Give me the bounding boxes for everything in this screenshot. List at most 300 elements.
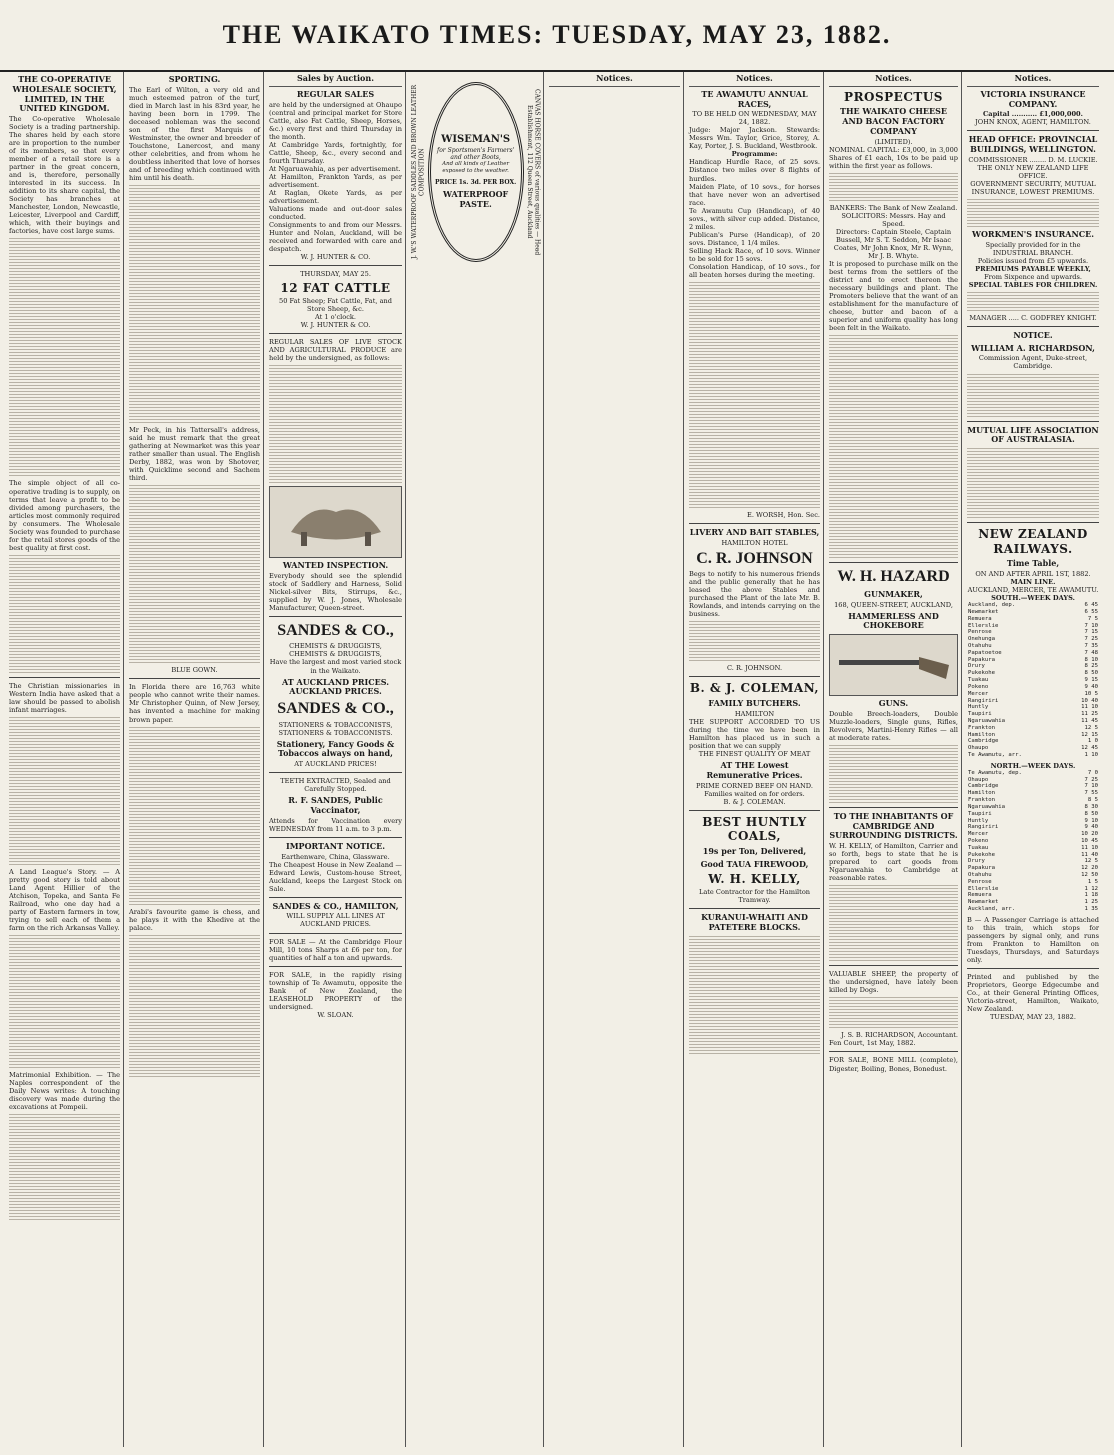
ad-text: SOLICITORS: Messrs. Hay and Speed. [841, 211, 946, 228]
south-row [967, 711, 1099, 718]
ad-title: TO THE INHABITANTS OF CAMBRIDGE AND SURROUNDING DISTRICTS. [829, 810, 958, 841]
timetable-heading: NORTH.—WEEK DAYS. [990, 761, 1076, 770]
ad-text: Directors: Captain Steele, Captain Bussell, Mr S. T. Seddon, Mr Isaac Coates, Mr John Knox, Mr R. Wynn, Mr J. B. Whyte. [833, 227, 954, 260]
north-row [967, 906, 1099, 913]
article-text: The Earl of Wilton, a very old and much esteemed patron of the turf, died in March last in his 83rd year, he having been born in 1799. The deceased nobleman was the second son of the first Marquis of Westminster, the owner and breeder of Touchstone, Lanercost, and many other celebrities, and from whom he doubtless inherited that love of horses and of breeding which continued with him until his death. [129, 85, 260, 183]
ad-text: SPECIAL TABLES FOR CHILDREN. [968, 280, 1098, 289]
text-block [129, 485, 260, 663]
station-name: Huntly [968, 817, 989, 824]
ad-text: BANKERS: The Bank of New Zealand. [829, 203, 958, 212]
ad-title: VICTORIA INSURANCE COMPANY. [980, 88, 1086, 109]
ad-text: Stationery, Fancy Goods & Tobaccos always on hand, [276, 738, 395, 759]
station-name: Otahuhu [968, 643, 992, 649]
departure-time: 11 25 [1081, 711, 1098, 718]
ad-text: 168, QUEEN-STREET, AUCKLAND, [834, 600, 953, 609]
divider [689, 676, 820, 677]
station-name: Papatoetoe [968, 649, 1002, 656]
ad-text: ON AND AFTER APRIL 1ST, 1882. [975, 570, 1091, 578]
station-name: Mercer [968, 690, 989, 697]
station-name: Papakura [968, 865, 995, 872]
ad-text: Families waited on for orders. [704, 789, 805, 798]
text-block [829, 745, 958, 803]
ad-text: Consolation Handicap, of 10 sovs., for all beaten horses during the meeting. [689, 262, 820, 279]
station-name: Rangiriri [968, 824, 999, 831]
departure-time: 11 10 [1081, 704, 1098, 711]
ad-text: Earthenware, China, Glassware. [281, 852, 390, 861]
ad-text: Begs to notify to his numerous friends and the public generally that he has leased the above Stables and purchased the Plant of the late Mr. B. Rowlands, and intends carrying on the business. [689, 570, 820, 619]
divider [689, 523, 820, 524]
ad-title: HEAD OFFICE: PROVINCIAL BUILDINGS, WELLINGTON. [968, 134, 1098, 155]
ad-text: 50 Fat Sheep; Fat Cattle, Fat, and Store Sheep, &c. [279, 296, 392, 313]
ad-title: R. F. SANDES, Public Vaccinator, [288, 795, 383, 815]
station-name: Drury [968, 858, 985, 865]
departure-time: 6 55 [1084, 608, 1098, 615]
ad-text: TEETH EXTRACTED, Sealed and Carefully Stopped. [280, 777, 391, 794]
ad-title: BEST HUNTLY COALS, [702, 814, 807, 844]
ad-title: SANDES & CO., [277, 700, 394, 718]
ad-subheading: GUNMAKER, [864, 588, 923, 599]
timetable-north [967, 770, 1099, 913]
masthead [0, 0, 1114, 72]
station-name: Cambridge [968, 783, 999, 790]
ad-signature: E. WORSH, Hon. Sec. [747, 510, 820, 519]
text-block [129, 935, 260, 1077]
ad-text: TO BE HELD ON WEDNESDAY, MAY 24, 1882. [692, 110, 817, 127]
south-row [967, 718, 1099, 725]
wiseman-ad [411, 72, 540, 272]
ad-side-text: CANVAS HORSE COVERS of various qualities — Head Establishment, 112 Queen Street, Auckland [525, 88, 541, 256]
station-name: Ellerslie [968, 885, 999, 892]
ad-date: Fen Court, 1st May, 1882. [829, 1039, 916, 1048]
ad-text: are held by the undersigned at Ohaupo (central and principal market for Store Cattle, also Fat Cattle, Sheep, Horses, &c.) every first and third Thursday in the month. [269, 100, 402, 141]
departure-time: 1 35 [1084, 906, 1098, 913]
seal-title: WISEMAN'S [441, 134, 511, 146]
south-row [967, 677, 1099, 684]
ad-subheading: 19s per Ton, Delivered, [702, 845, 807, 856]
north-row [967, 811, 1099, 818]
article-text: The Christian missionaries in Western India have asked that a law should be passed to abolish infant marriages. [9, 681, 120, 714]
station-name: Hamilton [968, 790, 995, 797]
ad-text: Commission Agent, Duke-street, Cambridge. [978, 354, 1088, 371]
departure-time: 8 25 [1084, 663, 1098, 670]
ad-date: THURSDAY, MAY 25. [300, 270, 371, 279]
departure-time: 12 5 [1084, 724, 1098, 731]
divider [967, 326, 1099, 327]
north-row [967, 872, 1099, 879]
newspaper-title: THE WAIKATO TIMES: TUESDAY, MAY 23, 1882. [222, 20, 892, 49]
column-heading: Sales by Auction. [269, 72, 402, 87]
column-heading: Notices. [549, 72, 680, 87]
divider [967, 522, 1099, 523]
text-block [9, 935, 120, 1068]
divider [269, 616, 402, 617]
departure-time: 8 10 [1084, 656, 1098, 663]
section-heading: SPORTING. [168, 74, 221, 84]
divider [269, 333, 402, 334]
ad-text: FOR SALE, BONE MILL (complete), Digester, Boiling, Bones, Bonedust. [829, 1056, 958, 1073]
column-7 [826, 72, 962, 1447]
departure-time: 12 15 [1081, 731, 1098, 738]
station-name: Te Awamutu, arr. [968, 752, 1022, 758]
station-name: Drury [968, 663, 985, 670]
ad-signature: C. R. JOHNSON. [726, 664, 783, 673]
station-name: Tuakau [968, 677, 989, 684]
ad-text: Maiden Plate, of 10 sovs., for horses that have never won an advertised race. [689, 182, 820, 207]
ad-title: LIVERY AND BAIT STABLES, [689, 526, 820, 537]
seal-bottom: WATERPROOF PASTE. [443, 189, 509, 209]
ad-subheading: Time Table, [1006, 558, 1060, 569]
ad-text: Double Breech-loaders, Double Muzzle-loaders, Single guns, Rifles, Revolvers, Martini-Henry Rifles — all at moderate rates. [829, 709, 958, 742]
divider [269, 265, 402, 266]
south-row [967, 691, 1099, 698]
divider [269, 897, 402, 898]
ad-title: NEW ZEALAND RAILWAYS. [978, 527, 1088, 556]
ad-text: Judge: Major Jackson. Stewards: Messrs Wm. Taylor, Grice, Storey, A. Kay, Porter, J. S. Buckland, Westbrook. [689, 126, 820, 151]
station-name: Newmarket [968, 608, 999, 615]
ad-signature: W. J. HUNTER & CO. [300, 320, 371, 329]
departure-time: 9 10 [1084, 817, 1098, 824]
divider [967, 421, 1099, 422]
ad-signature: W. J. HUNTER & CO. [300, 253, 371, 262]
ad-text: VALUABLE SHEEP, the property of the undersigned, have lately been killed by Dogs. [829, 970, 958, 995]
departure-time: 9 40 [1084, 683, 1098, 690]
text-block [689, 282, 820, 508]
ad-subheading: Programme: [731, 150, 778, 159]
ad-subheading: GUNS. [878, 698, 909, 709]
station-name: Pokeno [968, 683, 989, 690]
station-name: Onehunga [968, 636, 995, 643]
text-block [129, 185, 260, 423]
column-2 [126, 72, 264, 1447]
station-name: Ohaupo [968, 745, 989, 752]
ad-text: Valuations made and out-door sales conducted. [269, 204, 402, 221]
column-3 [266, 72, 406, 1447]
article-text: Mr Peck, in his Tattersall's address, said he must remark that the great gathering at Newmarket was this year rather smaller than usual. The English Derby, 1882, was won by Shotover, with Quicklime second and Sachem third. [129, 426, 260, 483]
station-name: Taupiri [968, 711, 992, 718]
column-1 [6, 72, 124, 1447]
seal-text: And all kinds of Leather exposed to the weather. [442, 161, 510, 174]
ad-text: (LIMITED). [874, 137, 913, 146]
station-name: Tuakau [968, 844, 989, 851]
ad-text: Capital ........... £1,000,000. [983, 110, 1083, 119]
ad-title: SANDES & CO., HAMILTON, [272, 900, 399, 911]
north-row [967, 865, 1099, 872]
waterproof-paste-seal [428, 82, 524, 262]
departure-time: 7 15 [1084, 629, 1098, 636]
station-name: Otahuhu [968, 872, 992, 879]
departure-time: 9 15 [1084, 677, 1098, 684]
article-heading: THE CO-OPERATIVE WHOLESALE SOCIETY, LIMITED, IN THE UNITED KINGDOM. [12, 74, 117, 114]
seal-price: PRICE 1s. 3d. PER BOX. [435, 178, 517, 186]
departure-time: 7 25 [1084, 776, 1098, 783]
ad-text: Attends for Vaccination every WEDNESDAY from 11 a.m. to 3 p.m. [269, 816, 402, 833]
departure-time: 12 45 [1081, 745, 1098, 752]
station-name: Pokeno [968, 837, 989, 844]
saddle-illustration [269, 486, 402, 558]
article-text: A Land League's Story. — A pretty good story is told about Land Agent Hillier of the Atchison, Topeka, and Santa Fe Railroad, who one day had a party of Eastern farmers in tow, trying to sell each of them a farm on the rich Arkansas Valley. [9, 867, 120, 933]
divider [829, 807, 958, 808]
ad-text: At Cambridge Yards, fortnightly, for Cattle, Sheep, &c., every second and fourth Thursday. [269, 140, 402, 165]
imprint: Printed and published by the Proprietors, George Edgecumbe and Co., at their General Printing Offices, Victoria-street, Hamilton, Waikato, New Zealand. [967, 973, 1099, 1014]
north-row [967, 845, 1099, 852]
column-8 [964, 72, 1102, 1447]
north-row [967, 899, 1099, 906]
north-row [967, 879, 1099, 886]
south-row [967, 616, 1099, 623]
text-block [689, 621, 820, 661]
departure-time: 8 50 [1084, 810, 1098, 817]
text-block [9, 1114, 120, 1220]
ad-text: Publican's Purse (Handicap), of 20 sovs. Distance, 1 1/4 miles. [689, 230, 820, 247]
departure-time: 9 40 [1084, 824, 1098, 831]
departure-time: 7 10 [1084, 783, 1098, 790]
ad-subheading: WILLIAM A. RICHARDSON, [971, 342, 1095, 353]
text-block [967, 374, 1099, 417]
departure-time: 1 12 [1084, 885, 1098, 892]
departure-time: 8 5 [1087, 797, 1098, 804]
ad-title: TE AWAMUTU ANNUAL RACES, [701, 88, 808, 109]
north-row [967, 818, 1099, 825]
divider [129, 678, 260, 679]
departure-time: 7 0 [1087, 769, 1098, 776]
departure-time: 11 45 [1081, 717, 1098, 724]
departure-time: 10 20 [1081, 831, 1098, 838]
departure-time: 8 50 [1084, 670, 1098, 677]
ad-subheading: FAMILY BUTCHERS. [708, 698, 801, 709]
station-name: Ngaruawahia [968, 803, 1006, 810]
text-block [689, 936, 820, 1054]
divider [829, 965, 958, 966]
ad-text: At Raglan, Okete Yards, as per advertisement. [269, 188, 402, 205]
north-row [967, 858, 1099, 865]
ad-text: At Ngaruawahia, as per advertisement. [269, 164, 401, 173]
ad-subheading: HAMMERLESS AND CHOKEBORE [848, 610, 939, 631]
station-name: Remuera [968, 892, 992, 899]
departure-time: 7 48 [1084, 649, 1098, 656]
article-text: The Co-operative Wholesale Society is a trading partnership. The shares held by each store are in proportion to the number of its members, so that every member of a retail store is a partner in the great concern, and is, therefore, personally interested in its success. In addition to its share capital, the Society has branches at Manchester, London, Newcastle, Leicester, Liverpool and Cardiff, which, with their buyings and factories, have cost large sums. [9, 115, 120, 236]
ad-title: SANDES & CO., [277, 621, 394, 639]
station-name: Frankton [968, 797, 995, 804]
departure-time: 7 5 [1087, 615, 1098, 622]
divider [967, 130, 1099, 131]
north-row [967, 824, 1099, 831]
ad-title: PROSPECTUS [844, 89, 943, 104]
ad-text: REGULAR SALES OF LIVE STOCK AND AGRICULTURAL PRODUCE are held by the undersigned, as follows: [269, 337, 402, 362]
divider [269, 772, 402, 773]
north-row [967, 777, 1099, 784]
divider [269, 837, 402, 838]
ad-title: REGULAR SALES [296, 88, 375, 99]
ad-text: W. H. KELLY, of Hamilton, Carrier and so forth, begs to state that he is prepared to cart goods from Ngaruawahia to Cambridge at reasonable rates. [829, 842, 958, 883]
departure-time: 1 25 [1084, 899, 1098, 906]
departure-time: 7 25 [1084, 636, 1098, 643]
south-row [967, 657, 1099, 664]
ad-title: IMPORTANT NOTICE. [285, 840, 386, 851]
south-row [967, 670, 1099, 677]
saddle-icon [281, 492, 391, 552]
text-block [967, 199, 1099, 227]
ad-title: KURANUI-WHAITI AND PATETERE BLOCKS. [701, 912, 808, 932]
south-row [967, 745, 1099, 752]
south-row [967, 643, 1099, 650]
departure-time: 7 10 [1084, 622, 1098, 629]
page-columns [6, 72, 1110, 1447]
column-6 [686, 72, 824, 1447]
text-block [129, 727, 260, 905]
ad-text: MANAGER ..... C. GODFREY KNIGHT. [969, 313, 1097, 322]
north-row [967, 804, 1099, 811]
departure-time: 12 5 [1084, 858, 1098, 865]
text-block [829, 173, 958, 201]
south-row [967, 738, 1099, 745]
divider [269, 933, 402, 934]
station-name: Ellerslie [968, 622, 999, 629]
text-block [829, 335, 958, 558]
ad-text: It is proposed to purchase milk on the best terms from the settlers of the district and to erect thereon the necessary buildings and plant. The Promoters believe that the want of an establishment for the manufacture of cheese, butter and bacon of a superior and uniform quality has long been felt in the Waikato. [829, 259, 958, 333]
ad-text: AUCKLAND, MERCER, TE AWAMUTU. [967, 586, 1099, 595]
text-block [9, 717, 120, 865]
station-name: Remuera [968, 615, 992, 622]
text-block [829, 997, 958, 1028]
south-row [967, 732, 1099, 739]
article-text: The simple object of all co-operative trading is to supply, on terms that leave a profit to be divided among purchasers, the articles most commonly required by consumers. The Wholesale Society was founded to purchase for the retail stores goods of the best quality at first cost. [9, 479, 120, 552]
ad-text: FOR SALE, in the rapidly rising township of Te Awamutu, opposite the Bank of New Zealand, the LEASEHOLD PROPERTY of the undersigned. [269, 970, 402, 1011]
ad-text: AT THE Lowest Remunerative Prices. [706, 760, 803, 780]
ad-text: At 1 o'clock. [314, 312, 357, 321]
ad-text: Late Contractor for the Hamilton Tramway. [698, 887, 811, 905]
ad-text: Have the largest and most varied stock in the Waikato. [269, 658, 402, 675]
station-name: Papakura [968, 656, 995, 663]
byline: BLUE GOWN. [171, 666, 218, 675]
south-row [967, 704, 1099, 711]
station-name: Cambridge [968, 738, 999, 745]
divider [9, 677, 120, 678]
column-heading: Notices. [967, 72, 1099, 87]
ad-text: At Hamilton, Frankton Yards, as per advertisement. [269, 172, 402, 189]
north-row [967, 831, 1099, 838]
ad-text: Handicap Hurdle Race, of 25 sovs. Distance two miles over 8 flights of hurdles. [689, 158, 820, 183]
station-name: Pukekohe [968, 670, 995, 677]
south-row [967, 602, 1099, 609]
station-name: Frankton [968, 724, 995, 731]
ad-text: PRIME CORNED BEEF ON HAND. [696, 781, 813, 790]
ad-text: AT AUCKLAND PRICES. AUCKLAND PRICES. [281, 676, 390, 697]
station-name: Auckland, arr. [968, 906, 1016, 913]
departure-time: 1 0 [1087, 738, 1098, 745]
south-row [967, 663, 1099, 670]
ad-subheading: Good TAUA FIREWOOD, [700, 858, 809, 869]
gun-illustration [829, 634, 958, 696]
column-heading: Notices. [829, 72, 958, 87]
imprint-date: TUESDAY, MAY 23, 1882. [990, 1013, 1076, 1022]
south-row [967, 684, 1099, 691]
ad-text: Policies issued from £5 upwards. [977, 256, 1089, 265]
departure-time: 11 40 [1081, 851, 1098, 858]
shotgun-icon [834, 645, 954, 685]
ad-title: WORKMEN'S INSURANCE. [971, 228, 1095, 239]
station-name: Ngaruawahia [968, 717, 1006, 724]
ad-text: HAMILTON HOTEL [721, 538, 788, 547]
ad-text: FOR SALE — At the Cambridge Flour Mill, 10 tons Sharps at £6 per ton, for quantities of half a ton and upwards. [269, 937, 402, 962]
ad-text: CHEMISTS & DRUGGISTS, CHEMISTS & DRUGGISTS, [289, 642, 382, 659]
article-text: Matrimonial Exhibition. — The Naples correspondent of the Daily News writes: A touching discovery was made during the excavations at Pompeii. [9, 1071, 120, 1112]
departure-time: 1 10 [1084, 752, 1098, 758]
south-row [967, 629, 1099, 636]
divider [269, 966, 402, 967]
departure-time: 12 20 [1081, 865, 1098, 872]
departure-time: 12 50 [1081, 872, 1098, 879]
oval-logo [428, 72, 524, 272]
text-block [967, 448, 1099, 518]
ad-title: 12 FAT CATTLE [280, 281, 391, 296]
text-block [9, 238, 120, 476]
ad-text: AT AUCKLAND PRICES! [294, 760, 377, 769]
north-row [967, 886, 1099, 893]
ad-title: B. & J. COLEMAN, [689, 681, 820, 696]
divider [967, 968, 1099, 969]
divider [689, 908, 820, 909]
ad-text: THE FINEST QUALITY OF MEAT [698, 749, 811, 758]
south-row [967, 752, 1099, 759]
column-heading: Notices. [689, 72, 820, 87]
ad-title: WANTED INSPECTION. [282, 560, 389, 570]
departure-time: 7 35 [1084, 643, 1098, 649]
ad-title: MUTUAL LIFE ASSOCIATION OF AUSTRALASIA. [967, 424, 1099, 445]
ad-text: THE SUPPORT ACCORDED TO US during the time we have been in Hamilton has placed us in such a position that we can supply [689, 717, 820, 750]
timetable-heading: SOUTH.—WEEK DAYS. [991, 594, 1075, 603]
ad-text: WILL SUPPLY ALL LINES AT AUCKLAND PRICES. [286, 912, 385, 929]
south-row [967, 698, 1099, 705]
ad-signature: B. & J. COLEMAN. [723, 797, 786, 806]
station-name: Rangiriri [968, 697, 999, 704]
departure-time: 1 5 [1087, 878, 1098, 885]
south-row [967, 609, 1099, 616]
departure-time: 10 5 [1084, 690, 1098, 697]
ad-text: PREMIUMS PAYABLE WEEKLY, [975, 264, 1091, 273]
south-row [967, 725, 1099, 732]
station-name: Penrose [968, 629, 992, 636]
article-text: In Florida there are 16,763 white people who cannot write their names. Mr Christopher Quinn, of New Jersey, has invented a machine for making brown paper. [129, 683, 260, 724]
ad-text: Specially provided for in the INDUSTRIAL BRANCH. [985, 240, 1081, 257]
ad-text: MAIN LINE. [1010, 578, 1056, 587]
station-name: Ohaupo [968, 776, 989, 783]
ad-signature: J. S. B. RICHARDSON, Accountant. [841, 1031, 958, 1040]
station-name: Taupiri [968, 810, 992, 817]
ad-side-text: J. W.'S WATERPROOF SADDLES AND BROWN LEATHER COMPOSITION [411, 84, 426, 260]
station-name: Auckland, dep. [968, 602, 1016, 609]
ad-text: THE ONLY NEW ZEALAND LIFE OFFICE. [977, 163, 1089, 180]
south-row [967, 650, 1099, 657]
ad-text: NOMINAL CAPITAL: £3,000, in 3,000 Shares of £1 each, 10s to be paid up within the first year as follows. [829, 145, 958, 170]
ad-text: STATIONERS & TOBACCONISTS, STATIONERS & TOBACCONISTS. [278, 720, 393, 737]
ad-text: COMMISSIONER ........ D. M. LUCKIE. [968, 155, 1098, 164]
ad-text: GOVERNMENT SECURITY, MUTUAL INSURANCE, LOWEST PREMIUMS. [970, 179, 1096, 196]
south-row [967, 623, 1099, 630]
text-block [967, 292, 1099, 311]
seal-text: for Sportsmen's Farmers' and other Boots, [436, 146, 515, 161]
ad-text: Consignments to and from our Messrs. Hunter and Nolan, Auckland, will be received and forwarded with care and despatch. [269, 220, 402, 254]
ad-text: HAMILTON [734, 709, 775, 718]
north-row [967, 790, 1099, 797]
text-block [829, 885, 958, 961]
ad-text: Everybody should see the splendid stock of Saddlery and Harness, Solid Nickel-silver Bits, Stirrups, &c., supplied by W. J. Jones, Wholesale Manufacturer, Queen-street. [269, 571, 402, 612]
ad-title: W. H. KELLY, [708, 872, 801, 887]
station-name: Mercer [968, 831, 989, 838]
column-4 [408, 72, 544, 1447]
north-row [967, 797, 1099, 804]
station-name: Te Awamutu, dep. [968, 769, 1022, 776]
ad-text: From Sixpence and upwards. [984, 272, 1082, 281]
